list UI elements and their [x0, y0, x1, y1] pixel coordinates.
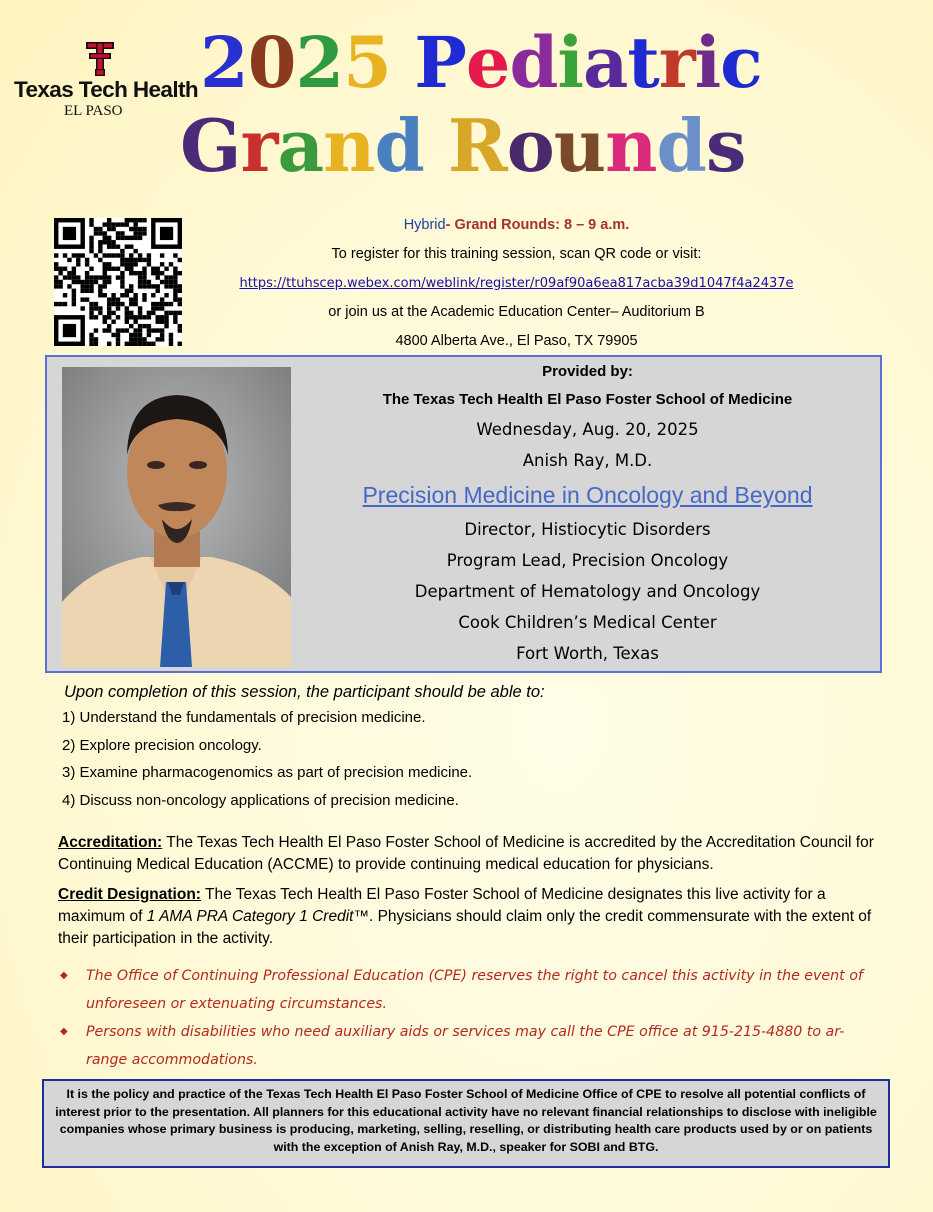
credit-text-a: The Texas Tech Health El Paso Foster School of Medicine designates this live activity for a maximum of — [58, 886, 826, 925]
title-line-2 — [180, 103, 746, 188]
session-time — [200, 211, 833, 240]
title-letter: n — [323, 103, 375, 188]
title-letter: i — [557, 21, 583, 104]
title-letter: n — [605, 103, 657, 188]
provided-by-label: Provided by: — [542, 363, 633, 380]
title-letter: u — [553, 103, 606, 188]
objective-item: 2) Explore precision oncology. — [62, 736, 262, 754]
speaker-info — [300, 358, 875, 669]
title-letter: d — [374, 103, 424, 188]
objective-item: 4) Discuss non-oncology applications of precision medicine. — [62, 791, 459, 809]
speaker-title: Department of Hematology and Oncology — [414, 582, 761, 601]
qr-finder-pattern — [160, 227, 173, 240]
speaker-affiliation: Cook Children’s Medical Center — [458, 613, 717, 632]
title-letter: R — [447, 103, 507, 188]
credit-text-b: . Physicians should claim only the credit commensurate with the extent of their participation in the activity. — [58, 908, 872, 947]
session-topic: Precision Medicine in Oncology and Beyond — [362, 482, 813, 508]
double-t-emblem-icon — [86, 42, 114, 76]
objectives-intro: Upon completion of this session, the participant should be able to: — [64, 683, 545, 701]
logo-brand-text: Texas Tech Health — [14, 77, 199, 102]
accreditation-heading: Accreditation: — [58, 834, 163, 851]
qr-finder-pattern — [63, 227, 76, 240]
title-line-1 — [200, 21, 762, 104]
title-line-2-letters — [180, 103, 746, 188]
logo-city-text: EL PASO — [64, 103, 123, 119]
title-letter: 2 — [295, 21, 344, 104]
notice-item — [58, 1018, 878, 1074]
title-letter: 5 — [343, 21, 391, 104]
title-letter: 2 — [200, 21, 248, 104]
event-date: Wednesday, Aug. 20, 2025 — [476, 420, 699, 439]
registration-link[interactable]: https://ttuhscep.webex.com/weblink/register/r09af90a6ea817acba39d1047f4a2437e — [239, 276, 794, 291]
venue-text: or join us at the Academic Education Center– Auditorium B — [328, 304, 705, 320]
accreditation-statement — [58, 832, 878, 876]
title-letter — [424, 110, 448, 182]
venue-address: 4800 Alberta Ave., El Paso, TX 79905 — [395, 333, 638, 349]
speaker-title: Program Lead, Precision Oncology — [446, 551, 729, 570]
title-letter: d — [656, 103, 706, 188]
institution-logo — [14, 42, 199, 119]
title-letter: d — [509, 21, 558, 104]
title-letter: c — [720, 21, 762, 104]
registration-qr-code[interactable] — [54, 218, 182, 346]
diamond-bullet-icon: ◆ — [60, 970, 68, 981]
credit-italic: 1 AMA PRA Category 1 Credit — [146, 908, 354, 925]
provider-name: The Texas Tech Health El Paso Foster School of Medicine — [382, 391, 793, 408]
title-letter: r — [240, 103, 278, 188]
credit-designation — [58, 884, 878, 950]
title-letter: 0 — [247, 21, 296, 104]
title-letter: r — [658, 21, 695, 104]
registration-info — [200, 211, 833, 356]
title-letter: e — [465, 21, 510, 104]
diamond-bullet-icon: ◆ — [60, 1026, 68, 1037]
objective-item: 1) Understand the fundamentals of precision medicine. — [62, 709, 426, 726]
speaker-portrait-image — [62, 367, 291, 667]
notice-text: The Office of Continuing Professional Education (CPE) reserves the right to cancel this activity in the event of unforeseen or extenuating circumstances. — [86, 968, 863, 1012]
hybrid-label: Hybrid — [403, 217, 446, 233]
credit-tm: ™ — [353, 908, 369, 925]
objective-item: 3) Examine pharmacogenomics as part of precision medicine. — [62, 764, 473, 781]
title-letter: s — [705, 103, 746, 188]
session-time-label: - Grand Rounds: 8 – 9 a.m. — [445, 217, 630, 233]
register-instruction: To register for this training session, scan QR code or visit: — [331, 246, 702, 262]
title-letter: o — [506, 103, 554, 188]
speaker-name: Anish Ray, M.D. — [522, 451, 653, 470]
learning-objectives — [62, 680, 882, 814]
title-line-1-letters — [200, 21, 762, 104]
notice-item — [58, 962, 878, 1018]
qr-finder-pattern — [63, 324, 76, 337]
conflict-of-interest-policy: It is the policy and practice of the Texas Tech Health El Paso Foster School of Medicine Office of CPE to resolve all potential conflicts of interest prior to the presentation. All planners for this educational activity have no relevant financial relationships to disclose with ineligible companies whose primary business is producing, marketing, selling, reselling, or distributing health care products used by or on patients with the exception of Anish Ray, M.D., speaker for SOBI and BTG. — [42, 1079, 890, 1168]
title-letter: i — [694, 21, 721, 104]
title-letter: P — [414, 21, 466, 104]
speaker-title: Director, Histiocytic Disorders — [464, 520, 711, 539]
speaker-location: Fort Worth, Texas — [516, 644, 659, 663]
accreditation-text: The Texas Tech Health El Paso Foster School of Medicine is accredited by the Accreditation Council for Continuing Medical Education (ACCME) to provide continuing medical education for physicians. — [58, 834, 874, 873]
title-letter — [391, 28, 414, 98]
title-letter: t — [627, 21, 659, 104]
notice-text: Persons with disabilities who need auxiliary aids or services may call the CPE office at 915-215-4880 to ar-range accommodations. — [86, 1024, 845, 1068]
credit-heading: Credit Designation: — [58, 886, 201, 903]
title-letter: a — [582, 21, 628, 104]
speaker-photo — [62, 367, 291, 667]
notices-list — [58, 962, 878, 1074]
title-letter: a — [277, 103, 324, 188]
title-letter: G — [180, 103, 241, 188]
